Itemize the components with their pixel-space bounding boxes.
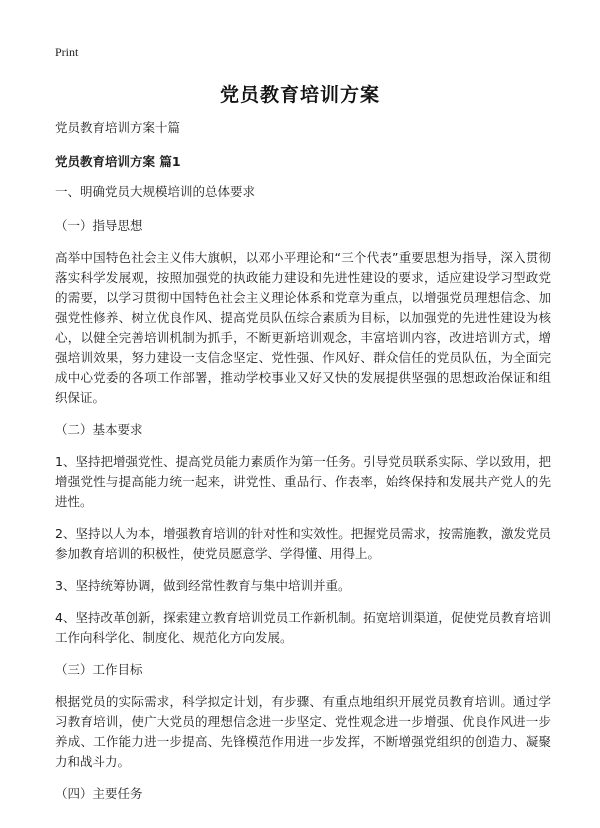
requirement-item: 3、坚持统筹协调，做到经常性教育与集中培训并重。 — [55, 578, 351, 593]
article-title: 党员教育培训方案 篇1 — [55, 154, 181, 169]
work-goals-paragraph: 根据党员的实际需求，科学拟定计划，有步骤、有重点地组织开展党员教育培训。通过学习教育培训，使广大党员的理想信念进一步坚定、党性观念进一步增强、优良作风进一步养成、工作能力进一步提高、先锋模范作用进一步发挥，不断增强党组织的创造力、凝聚力和战斗力。 — [55, 694, 551, 769]
sub-heading-main-tasks: （四）主要任务 — [55, 786, 143, 801]
section-heading-1: 一、明确党员大规模培训的总体要求 — [55, 184, 256, 199]
page-title: 党员教育培训方案 — [219, 84, 380, 106]
sub-heading-work-goals: （三）工作目标 — [55, 662, 143, 677]
requirement-item: 4、坚持改革创新，探索建立教育培训党员工作新机制。拓宽培训渠道，促使党员教育培训工作向科学化、制度化、规范化方向发展。 — [55, 610, 551, 645]
guiding-ideology-paragraph: 高举中国特色社会主义伟大旗帜，以邓小平理论和“三个代表”重要思想为指导，深入贯彻落实科学发展观，按照加强党的执政能力建设和先进性建设的要求，适应建设学习型政党的需要，以学习贯彻中国特色社会主义理论体系和党章为重点，以增强党员理想信念、加强党性修养、树立优良作风、提高党员队伍综合素质为目标，以加强党的先进性建设为核心，以健全完善培训机制为抓手，不断更新培训观念，丰富培训内容，改进培训方式，增强培训效果，努力建设一支信念坚定、党性强、作风好、群众信任的党员队伍，为全面完成中心党委的各项工作部署，推动学校事业又好又快的发展提供坚强的思想政治保证和组织保证。 — [55, 250, 551, 405]
sub-heading-guiding-ideology: （一）指导思想 — [55, 218, 143, 233]
print-link[interactable]: Print — [55, 45, 79, 59]
requirement-item: 2、坚持以人为本，增强教育培训的针对性和实效性。把握党员需求，按需施教，激发党员参加教育培训的积极性，使党员愿意学、学得懂、用得上。 — [55, 526, 551, 561]
document-body — [55, 118, 551, 816]
requirement-item: 1、坚持把增强党性、提高党员能力素质作为第一任务。引导党员联系实际、学以致用，把增强党性与提高能力统一起来，讲党性、重品行、作表率，始终保持和发展共产党人的先进性。 — [55, 454, 551, 509]
document-subtitle: 党员教育培训方案十篇 — [55, 120, 181, 135]
sub-heading-basic-requirements: （二）基本要求 — [55, 422, 143, 437]
